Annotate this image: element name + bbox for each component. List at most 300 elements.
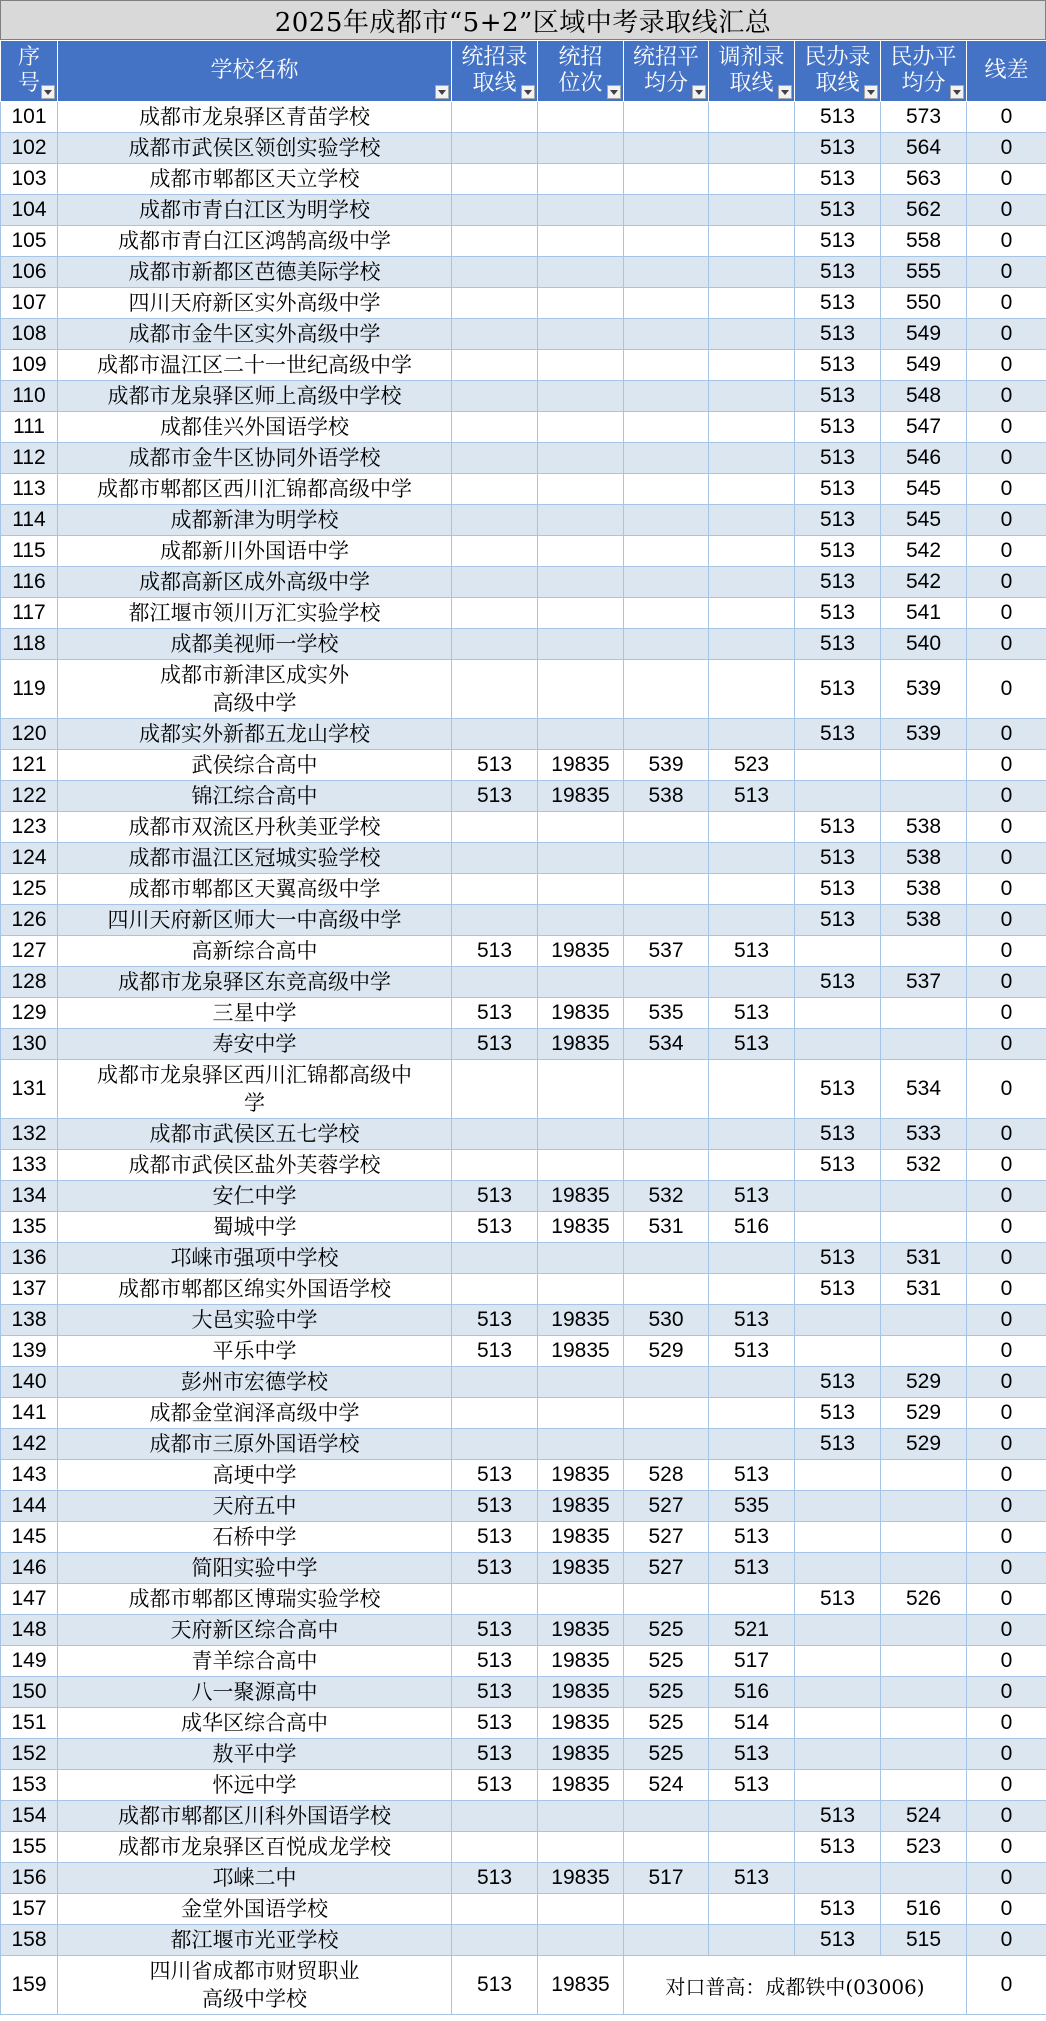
cell-line-diff[interactable]: 0	[967, 288, 1046, 319]
cell-adjust-line[interactable]: 523	[709, 750, 795, 781]
cell-school-name[interactable]: 成都市龙泉驿区西川汇锦都高级中 学	[58, 1060, 452, 1119]
cell-line-diff[interactable]: 0	[967, 1770, 1046, 1801]
cell-line-diff[interactable]: 0	[967, 843, 1046, 874]
cell-line-diff[interactable]: 0	[967, 257, 1046, 288]
cell-adjust-line[interactable]	[709, 474, 795, 505]
cell-school-name[interactable]: 成都市郫都区天翼高级中学	[58, 874, 452, 905]
cell-unified-rank[interactable]	[538, 443, 624, 474]
cell-school-name[interactable]: 都江堰市光亚学校	[58, 1925, 452, 1956]
cell-unified-rank[interactable]	[538, 226, 624, 257]
cell-school-name[interactable]: 平乐中学	[58, 1336, 452, 1367]
cell-unified-line[interactable]: 513	[452, 998, 538, 1029]
cell-unified-line[interactable]	[452, 905, 538, 936]
cell-unified-avg[interactable]	[624, 102, 709, 133]
cell-adjust-line[interactable]	[709, 905, 795, 936]
cell-unified-avg[interactable]: 532	[624, 1181, 709, 1212]
cell-private-avg[interactable]: 540	[881, 629, 967, 660]
cell-no[interactable]: 144	[1, 1491, 58, 1522]
cell-unified-line[interactable]	[452, 319, 538, 350]
cell-private-line[interactable]: 513	[795, 812, 881, 843]
cell-no[interactable]: 105	[1, 226, 58, 257]
cell-private-avg[interactable]	[881, 1491, 967, 1522]
cell-no[interactable]: 107	[1, 288, 58, 319]
cell-unified-rank[interactable]: 19835	[538, 1615, 624, 1646]
cell-unified-rank[interactable]	[538, 474, 624, 505]
cell-unified-avg[interactable]: 525	[624, 1677, 709, 1708]
cell-unified-rank[interactable]	[538, 319, 624, 350]
cell-unified-avg[interactable]	[624, 505, 709, 536]
cell-unified-line[interactable]	[452, 350, 538, 381]
cell-private-line[interactable]: 513	[795, 1150, 881, 1181]
cell-unified-avg[interactable]	[624, 812, 709, 843]
cell-private-avg[interactable]: 531	[881, 1274, 967, 1305]
cell-unified-line[interactable]: 513	[452, 1491, 538, 1522]
cell-adjust-line[interactable]: 535	[709, 1491, 795, 1522]
cell-school-name[interactable]: 成都市新都区芭德美际学校	[58, 257, 452, 288]
cell-no[interactable]: 147	[1, 1584, 58, 1615]
cell-private-avg[interactable]	[881, 1708, 967, 1739]
cell-adjust-line[interactable]	[709, 381, 795, 412]
cell-no[interactable]: 139	[1, 1336, 58, 1367]
cell-unified-avg[interactable]	[624, 536, 709, 567]
cell-unified-avg[interactable]: 527	[624, 1553, 709, 1584]
cell-unified-line[interactable]: 513	[452, 1305, 538, 1336]
cell-unified-avg[interactable]	[624, 1060, 709, 1119]
cell-adjust-line[interactable]: 513	[709, 936, 795, 967]
cell-unified-rank[interactable]: 19835	[538, 1029, 624, 1060]
cell-line-diff[interactable]: 0	[967, 1615, 1046, 1646]
cell-private-line[interactable]: 513	[795, 102, 881, 133]
cell-private-avg[interactable]: 539	[881, 719, 967, 750]
cell-private-avg[interactable]: 524	[881, 1801, 967, 1832]
cell-adjust-line[interactable]	[709, 1274, 795, 1305]
cell-school-name[interactable]: 成都新津为明学校	[58, 505, 452, 536]
cell-private-line[interactable]: 513	[795, 319, 881, 350]
cell-school-name[interactable]: 成都市新津区成实外 高级中学	[58, 660, 452, 719]
cell-private-line[interactable]: 513	[795, 257, 881, 288]
cell-unified-line[interactable]	[452, 1243, 538, 1274]
cell-private-avg[interactable]	[881, 998, 967, 1029]
cell-private-line[interactable]	[795, 1770, 881, 1801]
cell-line-diff[interactable]: 0	[967, 1739, 1046, 1770]
cell-adjust-line[interactable]	[709, 1429, 795, 1460]
cell-private-line[interactable]	[795, 998, 881, 1029]
cell-private-line[interactable]: 513	[795, 1367, 881, 1398]
filter-dropdown-icon[interactable]	[607, 85, 621, 99]
cell-no[interactable]: 114	[1, 505, 58, 536]
cell-no[interactable]: 155	[1, 1832, 58, 1863]
cell-school-name[interactable]: 成都新川外国语中学	[58, 536, 452, 567]
cell-no[interactable]: 120	[1, 719, 58, 750]
cell-unified-rank[interactable]	[538, 812, 624, 843]
cell-unified-avg[interactable]	[624, 195, 709, 226]
cell-unified-rank[interactable]: 19835	[538, 750, 624, 781]
cell-school-name[interactable]: 都江堰市领川万汇实验学校	[58, 598, 452, 629]
cell-private-avg[interactable]	[881, 750, 967, 781]
cell-school-name[interactable]: 天府新区综合高中	[58, 1615, 452, 1646]
cell-adjust-line[interactable]	[709, 536, 795, 567]
cell-unified-rank[interactable]: 19835	[538, 1305, 624, 1336]
cell-private-avg[interactable]: 538	[881, 905, 967, 936]
cell-unified-rank[interactable]	[538, 195, 624, 226]
cell-private-line[interactable]	[795, 781, 881, 812]
cell-school-name[interactable]: 成都市郫都区博瑞实验学校	[58, 1584, 452, 1615]
cell-line-diff[interactable]: 0	[967, 1801, 1046, 1832]
cell-unified-rank[interactable]: 19835	[538, 1739, 624, 1770]
cell-line-diff[interactable]: 0	[967, 474, 1046, 505]
cell-private-line[interactable]: 513	[795, 660, 881, 719]
cell-no[interactable]: 116	[1, 567, 58, 598]
cell-school-name[interactable]: 三星中学	[58, 998, 452, 1029]
cell-unified-avg[interactable]	[624, 226, 709, 257]
cell-line-diff[interactable]: 0	[967, 1956, 1046, 2015]
cell-private-avg[interactable]: 534	[881, 1060, 967, 1119]
cell-unified-line[interactable]	[452, 1398, 538, 1429]
cell-private-line[interactable]: 513	[795, 1894, 881, 1925]
cell-unified-avg[interactable]	[624, 164, 709, 195]
cell-unified-avg[interactable]	[624, 381, 709, 412]
cell-private-line[interactable]	[795, 1646, 881, 1677]
cell-no[interactable]: 123	[1, 812, 58, 843]
cell-private-avg[interactable]: 550	[881, 288, 967, 319]
cell-adjust-line[interactable]	[709, 164, 795, 195]
cell-adjust-line[interactable]	[709, 874, 795, 905]
cell-unified-line[interactable]	[452, 1150, 538, 1181]
cell-no[interactable]: 112	[1, 443, 58, 474]
cell-school-name[interactable]: 成都金堂润泽高级中学	[58, 1398, 452, 1429]
cell-unified-avg[interactable]	[624, 1925, 709, 1956]
cell-unified-rank[interactable]: 19835	[538, 1553, 624, 1584]
cell-private-line[interactable]: 513	[795, 1801, 881, 1832]
cell-unified-avg[interactable]	[624, 1429, 709, 1460]
cell-private-line[interactable]: 513	[795, 133, 881, 164]
cell-unified-avg[interactable]: 524	[624, 1770, 709, 1801]
cell-no[interactable]: 141	[1, 1398, 58, 1429]
cell-unified-avg[interactable]	[624, 598, 709, 629]
cell-adjust-line[interactable]: 513	[709, 1181, 795, 1212]
cell-school-name[interactable]: 天府五中	[58, 1491, 452, 1522]
cell-no[interactable]: 130	[1, 1029, 58, 1060]
cell-unified-line[interactable]	[452, 812, 538, 843]
cell-line-diff[interactable]: 0	[967, 1212, 1046, 1243]
cell-line-diff[interactable]: 0	[967, 1584, 1046, 1615]
cell-line-diff[interactable]: 0	[967, 443, 1046, 474]
cell-private-line[interactable]: 513	[795, 1429, 881, 1460]
cell-no[interactable]: 117	[1, 598, 58, 629]
cell-school-name[interactable]: 锦江综合高中	[58, 781, 452, 812]
cell-unified-rank[interactable]	[538, 257, 624, 288]
cell-adjust-line[interactable]	[709, 629, 795, 660]
cell-unified-avg[interactable]	[624, 1274, 709, 1305]
cell-private-avg[interactable]	[881, 781, 967, 812]
cell-unified-line[interactable]	[452, 412, 538, 443]
cell-no[interactable]: 145	[1, 1522, 58, 1553]
cell-line-diff[interactable]: 0	[967, 350, 1046, 381]
cell-private-avg[interactable]	[881, 1460, 967, 1491]
cell-school-name[interactable]: 寿安中学	[58, 1029, 452, 1060]
cell-private-avg[interactable]: 533	[881, 1119, 967, 1150]
cell-private-line[interactable]	[795, 1491, 881, 1522]
cell-private-avg[interactable]: 516	[881, 1894, 967, 1925]
cell-adjust-line[interactable]	[709, 1367, 795, 1398]
cell-school-name[interactable]: 高新综合高中	[58, 936, 452, 967]
cell-no[interactable]: 159	[1, 1956, 58, 2015]
cell-school-name[interactable]: 八一聚源高中	[58, 1677, 452, 1708]
cell-unified-line[interactable]: 513	[452, 1956, 538, 2015]
cell-unified-line[interactable]: 513	[452, 781, 538, 812]
cell-private-line[interactable]: 513	[795, 1274, 881, 1305]
cell-adjust-line[interactable]	[709, 1925, 795, 1956]
cell-line-diff[interactable]: 0	[967, 1429, 1046, 1460]
cell-private-avg[interactable]	[881, 1553, 967, 1584]
cell-no[interactable]: 113	[1, 474, 58, 505]
cell-adjust-line[interactable]: 513	[709, 781, 795, 812]
cell-line-diff[interactable]: 0	[967, 1491, 1046, 1522]
cell-line-diff[interactable]: 0	[967, 536, 1046, 567]
cell-adjust-line[interactable]	[709, 226, 795, 257]
cell-unified-avg[interactable]	[624, 350, 709, 381]
cell-school-name[interactable]: 成都高新区成外高级中学	[58, 567, 452, 598]
cell-no[interactable]: 124	[1, 843, 58, 874]
cell-line-diff[interactable]: 0	[967, 1398, 1046, 1429]
cell-private-line[interactable]	[795, 1553, 881, 1584]
cell-line-diff[interactable]: 0	[967, 1150, 1046, 1181]
cell-no[interactable]: 127	[1, 936, 58, 967]
cell-unified-line[interactable]: 513	[452, 936, 538, 967]
cell-private-avg[interactable]	[881, 1336, 967, 1367]
cell-adjust-line[interactable]	[709, 1894, 795, 1925]
cell-unified-line[interactable]: 513	[452, 1553, 538, 1584]
filter-dropdown-icon[interactable]	[692, 85, 706, 99]
cell-no[interactable]: 110	[1, 381, 58, 412]
cell-line-diff[interactable]: 0	[967, 1181, 1046, 1212]
cell-school-name[interactable]: 成都市龙泉驿区百悦成龙学校	[58, 1832, 452, 1863]
cell-school-name[interactable]: 简阳实验中学	[58, 1553, 452, 1584]
cell-unified-rank[interactable]	[538, 1274, 624, 1305]
cell-private-avg[interactable]: 529	[881, 1429, 967, 1460]
cell-adjust-line[interactable]	[709, 319, 795, 350]
cell-school-name[interactable]: 四川天府新区师大一中高级中学	[58, 905, 452, 936]
cell-unified-avg[interactable]	[624, 133, 709, 164]
filter-dropdown-icon[interactable]	[864, 85, 878, 99]
cell-private-avg[interactable]: 532	[881, 1150, 967, 1181]
cell-line-diff[interactable]: 0	[967, 1119, 1046, 1150]
cell-unified-line[interactable]: 513	[452, 1708, 538, 1739]
cell-line-diff[interactable]: 0	[967, 1305, 1046, 1336]
cell-adjust-line[interactable]	[709, 1150, 795, 1181]
cell-private-avg[interactable]	[881, 936, 967, 967]
cell-unified-rank[interactable]	[538, 102, 624, 133]
cell-unified-line[interactable]	[452, 874, 538, 905]
cell-private-avg[interactable]: 526	[881, 1584, 967, 1615]
cell-private-line[interactable]: 513	[795, 598, 881, 629]
cell-adjust-line[interactable]	[709, 1801, 795, 1832]
cell-no[interactable]: 142	[1, 1429, 58, 1460]
filter-dropdown-icon[interactable]	[521, 85, 535, 99]
cell-private-line[interactable]: 513	[795, 536, 881, 567]
cell-unified-rank[interactable]	[538, 164, 624, 195]
cell-private-line[interactable]: 513	[795, 288, 881, 319]
cell-unified-rank[interactable]: 19835	[538, 1522, 624, 1553]
cell-unified-avg[interactable]	[624, 905, 709, 936]
cell-unified-rank[interactable]	[538, 629, 624, 660]
cell-private-avg[interactable]: 538	[881, 874, 967, 905]
cell-unified-line[interactable]	[452, 719, 538, 750]
cell-unified-rank[interactable]	[538, 1801, 624, 1832]
cell-line-diff[interactable]: 0	[967, 629, 1046, 660]
cell-unified-line[interactable]: 513	[452, 1336, 538, 1367]
cell-school-name[interactable]: 四川省成都市财贸职业 高级中学校	[58, 1956, 452, 2015]
cell-private-line[interactable]: 513	[795, 443, 881, 474]
cell-adjust-line[interactable]: 513	[709, 1739, 795, 1770]
cell-private-avg[interactable]: 541	[881, 598, 967, 629]
cell-private-line[interactable]: 513	[795, 474, 881, 505]
cell-unified-line[interactable]	[452, 1119, 538, 1150]
filter-dropdown-icon[interactable]	[950, 85, 964, 99]
cell-unified-line[interactable]: 513	[452, 1770, 538, 1801]
cell-private-avg[interactable]: 558	[881, 226, 967, 257]
cell-no[interactable]: 128	[1, 967, 58, 998]
cell-unified-line[interactable]	[452, 443, 538, 474]
cell-no[interactable]: 135	[1, 1212, 58, 1243]
cell-private-line[interactable]: 513	[795, 164, 881, 195]
cell-unified-rank[interactable]: 19835	[538, 1181, 624, 1212]
cell-adjust-line[interactable]: 513	[709, 1305, 795, 1336]
cell-school-name[interactable]: 成都市郫都区西川汇锦都高级中学	[58, 474, 452, 505]
cell-adjust-line[interactable]	[709, 288, 795, 319]
cell-unified-rank[interactable]	[538, 1894, 624, 1925]
cell-unified-rank[interactable]: 19835	[538, 1863, 624, 1894]
cell-line-diff[interactable]: 0	[967, 598, 1046, 629]
cell-private-avg[interactable]: 537	[881, 967, 967, 998]
cell-unified-rank[interactable]	[538, 598, 624, 629]
cell-unified-line[interactable]: 513	[452, 1460, 538, 1491]
cell-unified-line[interactable]	[452, 257, 538, 288]
cell-unified-rank[interactable]: 19835	[538, 1460, 624, 1491]
cell-private-line[interactable]	[795, 1708, 881, 1739]
cell-adjust-line[interactable]	[709, 843, 795, 874]
cell-private-line[interactable]: 513	[795, 1060, 881, 1119]
cell-school-name[interactable]: 成都市温江区冠城实验学校	[58, 843, 452, 874]
cell-unified-rank[interactable]: 19835	[538, 1336, 624, 1367]
cell-no[interactable]: 119	[1, 660, 58, 719]
cell-unified-line[interactable]: 513	[452, 1522, 538, 1553]
cell-no[interactable]: 132	[1, 1119, 58, 1150]
cell-private-avg[interactable]: 539	[881, 660, 967, 719]
cell-private-line[interactable]	[795, 1739, 881, 1770]
cell-private-line[interactable]: 513	[795, 967, 881, 998]
cell-adjust-line[interactable]: 514	[709, 1708, 795, 1739]
cell-school-name[interactable]: 成都市郫都区绵实外国语学校	[58, 1274, 452, 1305]
cell-line-diff[interactable]: 0	[967, 1925, 1046, 1956]
cell-school-name[interactable]: 成都市龙泉驿区师上高级中学校	[58, 381, 452, 412]
cell-unified-rank[interactable]	[538, 1925, 624, 1956]
cell-private-avg[interactable]	[881, 1305, 967, 1336]
cell-no[interactable]: 157	[1, 1894, 58, 1925]
cell-adjust-line[interactable]: 513	[709, 1460, 795, 1491]
cell-line-diff[interactable]: 0	[967, 319, 1046, 350]
cell-private-line[interactable]: 513	[795, 1832, 881, 1863]
cell-private-line[interactable]: 513	[795, 412, 881, 443]
cell-adjust-line[interactable]: 513	[709, 1336, 795, 1367]
cell-school-name[interactable]: 四川天府新区实外高级中学	[58, 288, 452, 319]
cell-line-diff[interactable]: 0	[967, 1894, 1046, 1925]
cell-line-diff[interactable]: 0	[967, 1029, 1046, 1060]
cell-adjust-line[interactable]: 513	[709, 1553, 795, 1584]
cell-adjust-line[interactable]	[709, 505, 795, 536]
cell-line-diff[interactable]: 0	[967, 781, 1046, 812]
cell-no[interactable]: 140	[1, 1367, 58, 1398]
cell-adjust-line[interactable]: 513	[709, 1863, 795, 1894]
cell-adjust-line[interactable]	[709, 412, 795, 443]
cell-no[interactable]: 101	[1, 102, 58, 133]
cell-no[interactable]: 126	[1, 905, 58, 936]
cell-unified-rank[interactable]	[538, 505, 624, 536]
cell-adjust-line[interactable]: 517	[709, 1646, 795, 1677]
cell-unified-line[interactable]	[452, 1894, 538, 1925]
cell-school-name[interactable]: 敖平中学	[58, 1739, 452, 1770]
cell-unified-line[interactable]: 513	[452, 1863, 538, 1894]
cell-unified-avg[interactable]: 539	[624, 750, 709, 781]
cell-school-name[interactable]: 成都市郫都区天立学校	[58, 164, 452, 195]
cell-no[interactable]: 152	[1, 1739, 58, 1770]
cell-unified-avg[interactable]	[624, 443, 709, 474]
cell-unified-avg[interactable]	[624, 1150, 709, 1181]
cell-no[interactable]: 111	[1, 412, 58, 443]
cell-adjust-line[interactable]	[709, 1243, 795, 1274]
cell-unified-line[interactable]	[452, 1832, 538, 1863]
cell-unified-avg[interactable]: 525	[624, 1615, 709, 1646]
cell-private-avg[interactable]: 547	[881, 412, 967, 443]
cell-private-line[interactable]	[795, 750, 881, 781]
cell-unified-line[interactable]: 513	[452, 1739, 538, 1770]
cell-private-avg[interactable]	[881, 1522, 967, 1553]
cell-private-avg[interactable]: 538	[881, 843, 967, 874]
cell-unified-avg[interactable]: 525	[624, 1708, 709, 1739]
cell-unified-rank[interactable]	[538, 536, 624, 567]
cell-school-name[interactable]: 青羊综合高中	[58, 1646, 452, 1677]
cell-no[interactable]: 121	[1, 750, 58, 781]
cell-line-diff[interactable]: 0	[967, 1863, 1046, 1894]
cell-no[interactable]: 146	[1, 1553, 58, 1584]
cell-private-avg[interactable]: 564	[881, 133, 967, 164]
cell-private-avg[interactable]	[881, 1863, 967, 1894]
cell-private-line[interactable]: 513	[795, 1584, 881, 1615]
cell-line-diff[interactable]: 0	[967, 505, 1046, 536]
cell-unified-line[interactable]	[452, 1801, 538, 1832]
cell-unified-rank[interactable]: 19835	[538, 1708, 624, 1739]
cell-unified-line[interactable]	[452, 505, 538, 536]
cell-note-merged[interactable]: 对口普高：成都铁中(03006)	[624, 1956, 967, 2015]
cell-school-name[interactable]: 武侯综合高中	[58, 750, 452, 781]
filter-dropdown-icon[interactable]	[435, 85, 449, 99]
cell-unified-avg[interactable]: 528	[624, 1460, 709, 1491]
cell-private-line[interactable]	[795, 1460, 881, 1491]
cell-unified-line[interactable]	[452, 1584, 538, 1615]
cell-no[interactable]: 158	[1, 1925, 58, 1956]
cell-school-name[interactable]: 成都市金牛区实外高级中学	[58, 319, 452, 350]
cell-unified-rank[interactable]	[538, 1150, 624, 1181]
cell-unified-rank[interactable]: 19835	[538, 1212, 624, 1243]
cell-unified-line[interactable]	[452, 1429, 538, 1460]
cell-no[interactable]: 131	[1, 1060, 58, 1119]
cell-unified-line[interactable]	[452, 567, 538, 598]
cell-unified-avg[interactable]	[624, 412, 709, 443]
cell-line-diff[interactable]: 0	[967, 719, 1046, 750]
cell-unified-avg[interactable]	[624, 257, 709, 288]
cell-unified-rank[interactable]	[538, 1243, 624, 1274]
cell-unified-line[interactable]: 513	[452, 1615, 538, 1646]
